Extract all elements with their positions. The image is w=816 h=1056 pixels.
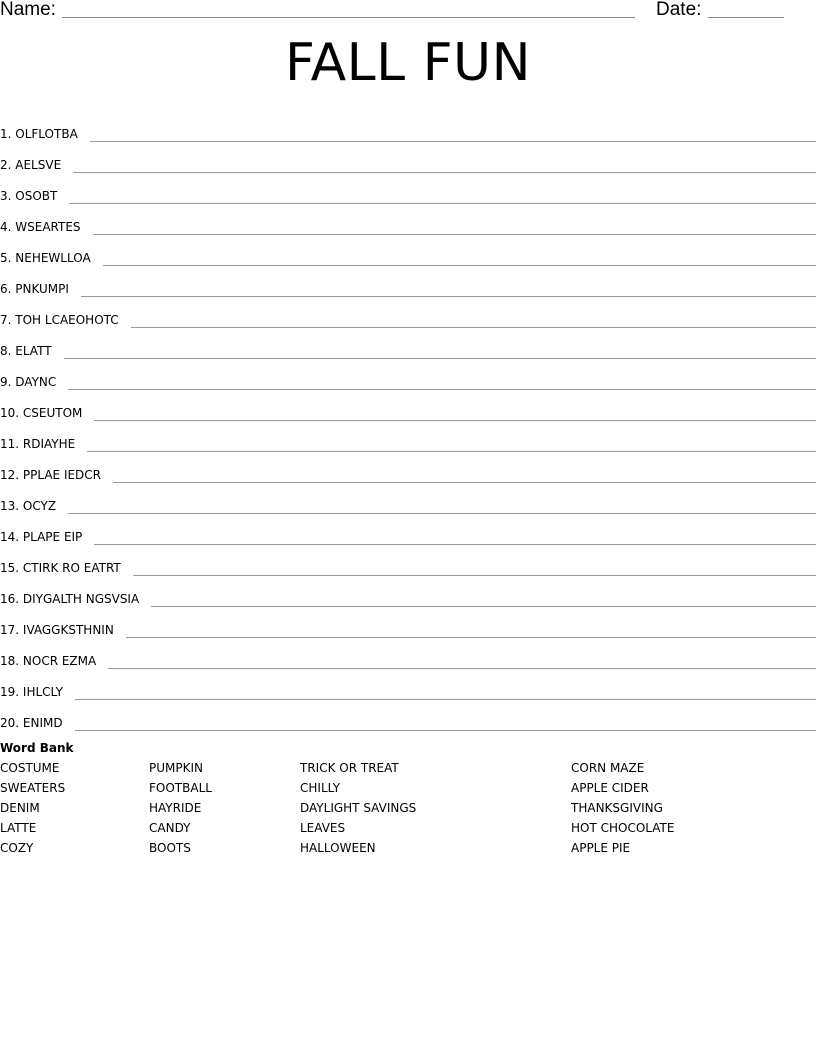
scrambled-word: 16. DIYGALTH NGSVSIA [0, 592, 140, 606]
question-row [0, 174, 816, 205]
word-bank-word: HALLOWEEN [300, 841, 376, 855]
word-bank-word: CHILLY [300, 781, 341, 795]
question-row [0, 453, 816, 484]
question-row [0, 484, 816, 515]
question-row [0, 205, 816, 236]
word-bank-word: BOOTS [149, 841, 191, 855]
answer-line [126, 625, 816, 638]
answer-line [108, 656, 816, 669]
question-row [0, 515, 816, 546]
scrambled-word: 1. OLFLOTBA [0, 127, 78, 141]
word-bank-word: CANDY [149, 821, 191, 835]
question-row [0, 577, 816, 608]
answer-line [75, 718, 816, 731]
question-row [0, 639, 816, 670]
word-bank-word: APPLE CIDER [571, 781, 649, 795]
word-bank [0, 740, 816, 858]
word-bank-word: LATTE [0, 821, 37, 835]
question-row [0, 670, 816, 701]
word-bank-word: PUMPKIN [149, 761, 203, 775]
answer-line [64, 346, 816, 359]
answer-line [113, 470, 816, 483]
scrambled-word: 11. RDIAYHE [0, 437, 76, 451]
question-row [0, 236, 816, 267]
date-field-line [708, 17, 784, 18]
scrambled-word: 3. OSOBT [0, 189, 58, 203]
answer-line [94, 408, 816, 421]
word-bank-word: HAYRIDE [149, 801, 202, 815]
question-row [0, 422, 816, 453]
answer-line [90, 129, 816, 142]
answer-line [73, 160, 816, 173]
word-bank-word: COSTUME [0, 761, 60, 775]
answer-line [75, 687, 816, 700]
answer-line [103, 253, 816, 266]
question-row [0, 391, 816, 422]
answer-line [81, 284, 816, 297]
scrambled-word: 10. CSEUTOM [0, 406, 83, 420]
question-list [0, 112, 816, 732]
scrambled-word: 19. IHLCLY [0, 685, 63, 699]
scrambled-word: 2. AELSVE [0, 158, 62, 172]
scrambled-word: 15. CTIRK RO EATRT [0, 561, 121, 575]
scrambled-word: 20. ENIMD [0, 716, 63, 730]
answer-line [133, 563, 816, 576]
word-bank-word: COZY [0, 841, 34, 855]
question-row [0, 267, 816, 298]
word-bank-word: HOT CHOCOLATE [571, 821, 675, 835]
answer-line [87, 439, 816, 452]
scrambled-word: 4. WSEARTES [0, 220, 81, 234]
word-bank-row [0, 778, 816, 798]
question-row [0, 608, 816, 639]
word-bank-word: FOOTBALL [149, 781, 212, 795]
word-bank-word: SWEATERS [0, 781, 66, 795]
answer-line [68, 501, 816, 514]
word-bank-word: CORN MAZE [571, 761, 645, 775]
question-row [0, 360, 816, 391]
question-row [0, 546, 816, 577]
word-bank-word: TRICK OR TREAT [300, 761, 399, 775]
word-bank-row [0, 838, 816, 858]
word-bank-row [0, 798, 816, 818]
scrambled-word: 6. PNKUMPI [0, 282, 69, 296]
answer-line [93, 222, 816, 235]
name-field-line [62, 17, 635, 18]
scrambled-word: 9. DAYNC [0, 375, 57, 389]
question-row [0, 329, 816, 360]
word-bank-word: THANKSGIVING [571, 801, 663, 815]
scrambled-word: 12. PPLAE IEDCR [0, 468, 102, 482]
name-label: Name: [0, 0, 56, 20]
scrambled-word: 13. OCYZ [0, 499, 57, 513]
word-bank-word: APPLE PIE [571, 841, 631, 855]
answer-line [69, 191, 816, 204]
worksheet-header [0, 0, 816, 26]
word-bank-word: DAYLIGHT SAVINGS [300, 801, 417, 815]
word-bank-word: DENIM [0, 801, 40, 815]
answer-line [151, 594, 816, 607]
answer-line [68, 377, 816, 390]
answer-line [94, 532, 816, 545]
date-label: Date: [656, 0, 702, 20]
question-row [0, 112, 816, 143]
word-bank-row [0, 818, 816, 838]
word-bank-row [0, 758, 816, 778]
answer-line [131, 315, 816, 328]
scrambled-word: 7. TOH LCAEOHOTC [0, 313, 119, 327]
scrambled-word: 8. ELATT [0, 344, 52, 358]
word-bank-title: Word Bank [0, 741, 74, 755]
scrambled-word: 18. NOCR EZMA [0, 654, 97, 668]
question-row [0, 701, 816, 732]
word-bank-word: LEAVES [300, 821, 346, 835]
question-row [0, 143, 816, 174]
scrambled-word: 17. IVAGGKSTHNIN [0, 623, 114, 637]
scrambled-word: 14. PLAPE EIP [0, 530, 83, 544]
scrambled-word: 5. NEHEWLLOA [0, 251, 91, 265]
question-row [0, 298, 816, 329]
page-title: FALL FUN [284, 33, 532, 93]
